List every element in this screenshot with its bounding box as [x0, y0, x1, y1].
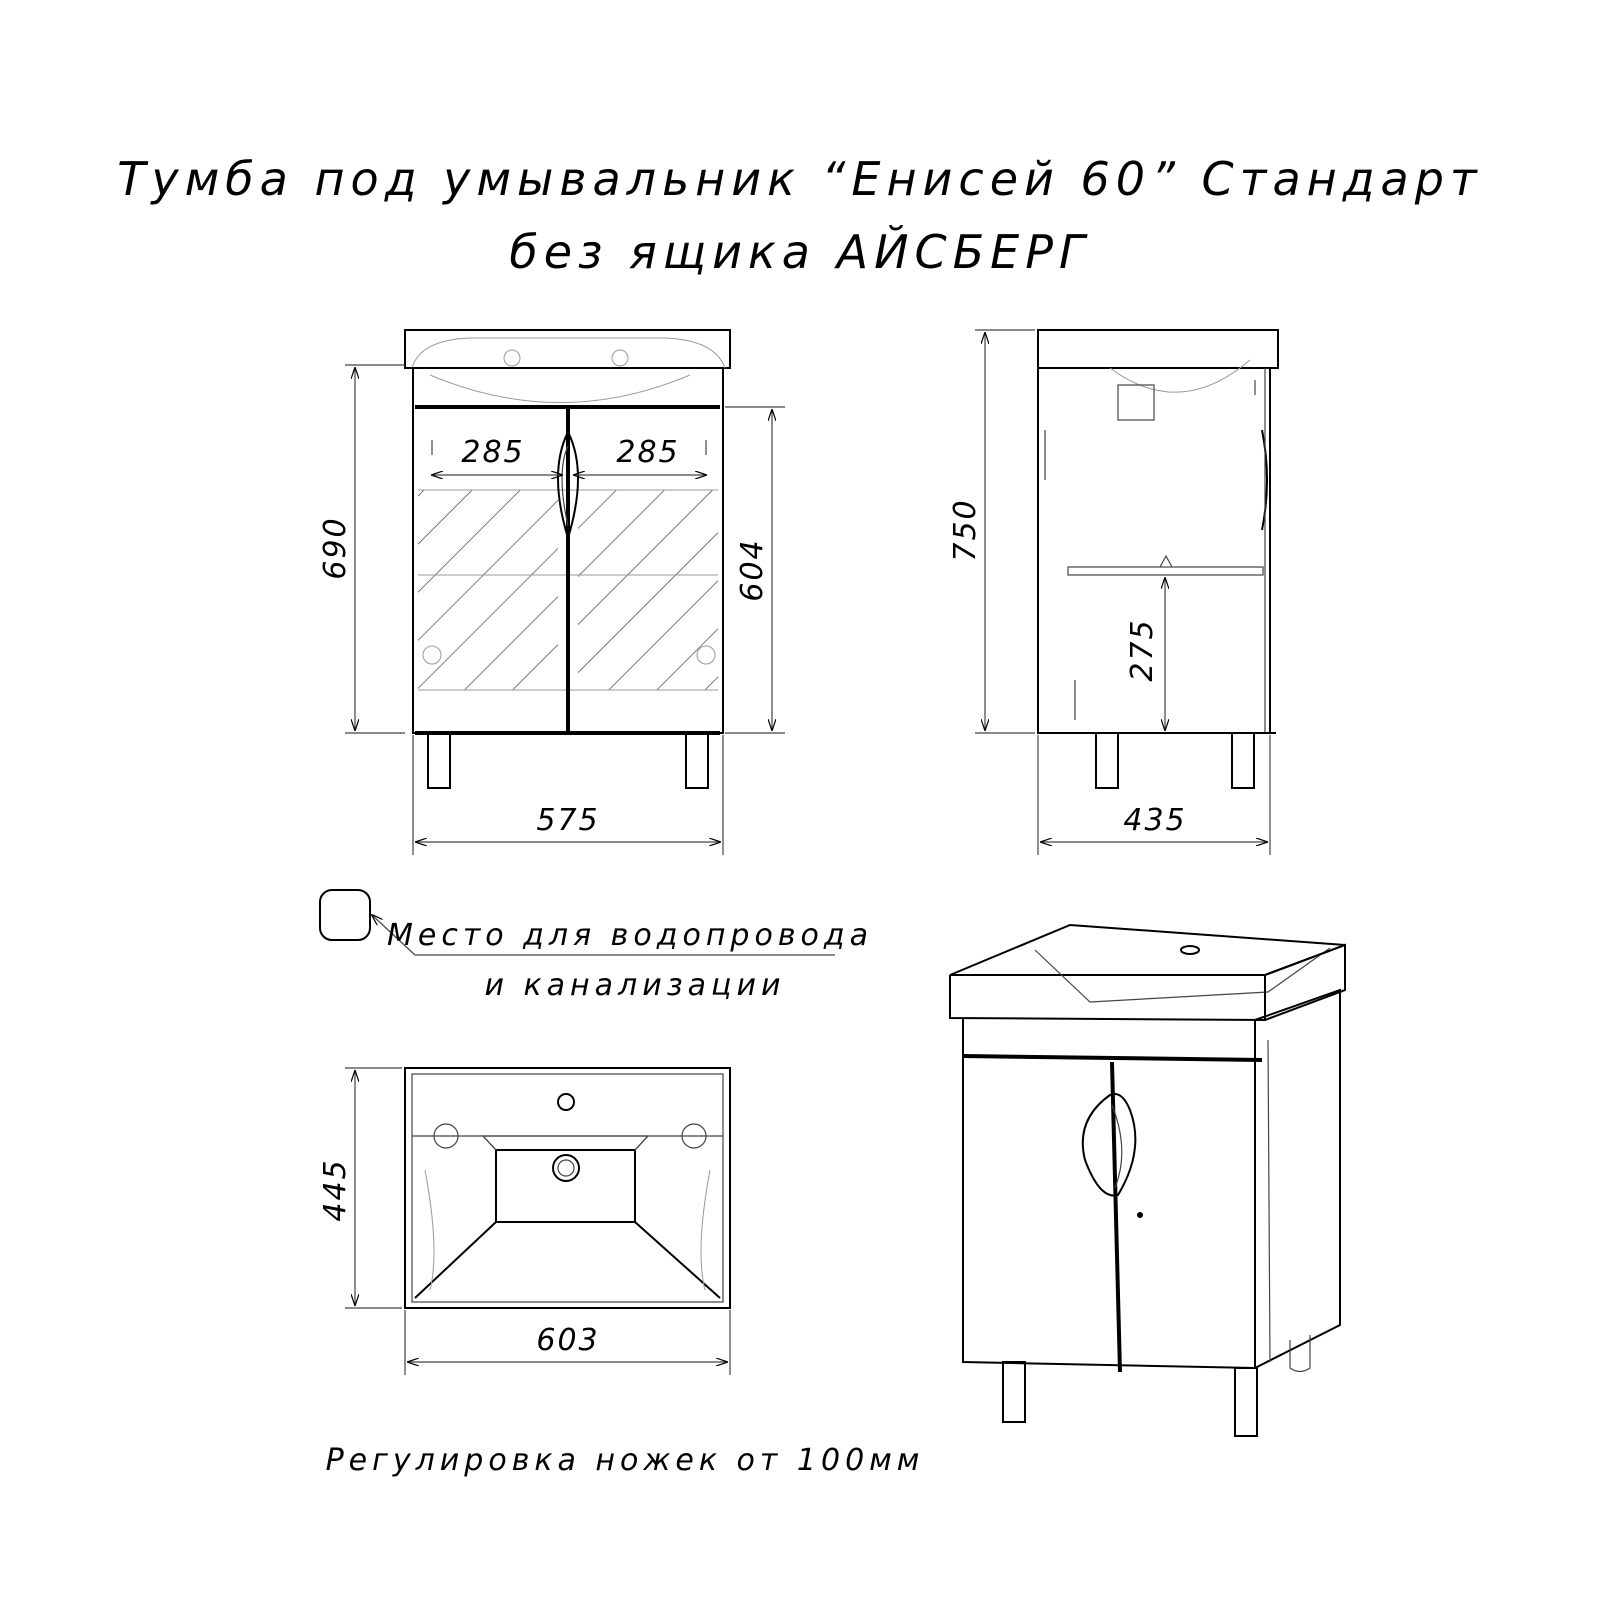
- title-line-1: Тумба под умывальник “Енисей 60” Стандарт: [117, 152, 1483, 206]
- dim-total-height: 750: [948, 498, 983, 562]
- legend-hatch-swatch: [320, 890, 370, 940]
- iso-door-handle: [1083, 1094, 1136, 1196]
- dim-shelf-height: 275: [1125, 618, 1160, 682]
- iso-leg-right: [1235, 1368, 1257, 1436]
- dim-door-right: 285: [616, 435, 680, 470]
- leg-right: [686, 733, 708, 788]
- dim-side-depth: 435: [1123, 803, 1187, 838]
- tap-hole: [558, 1094, 574, 1110]
- iso-leg-left: [1003, 1362, 1025, 1422]
- legend-line-2: и канализации: [484, 968, 786, 1003]
- dim-door-height: 604: [735, 538, 770, 602]
- leg-left: [428, 733, 450, 788]
- dim-door-left: 285: [461, 435, 525, 470]
- shelf: [1068, 567, 1263, 575]
- front-view: [405, 330, 730, 788]
- title-line-2: без ящика АЙСБЕРГ: [509, 225, 1091, 279]
- dim-top-width: 603: [536, 1323, 600, 1358]
- dim-top-depth: 445: [318, 1158, 353, 1222]
- side-leg-back: [1096, 733, 1118, 788]
- side-leg-front: [1232, 733, 1254, 788]
- side-view: [1038, 330, 1278, 788]
- top-view: [405, 1068, 730, 1308]
- dim-body-height: 690: [318, 516, 353, 580]
- legend-line-1: Место для водопровода: [386, 918, 874, 953]
- isometric-view: [950, 925, 1345, 1436]
- footnote-leg-adjustment: Регулировка ножек от 100мм: [325, 1443, 925, 1478]
- dim-front-width: 575: [536, 803, 600, 838]
- hatched-service-zone-right: [578, 490, 718, 690]
- drain-hole: [553, 1155, 579, 1181]
